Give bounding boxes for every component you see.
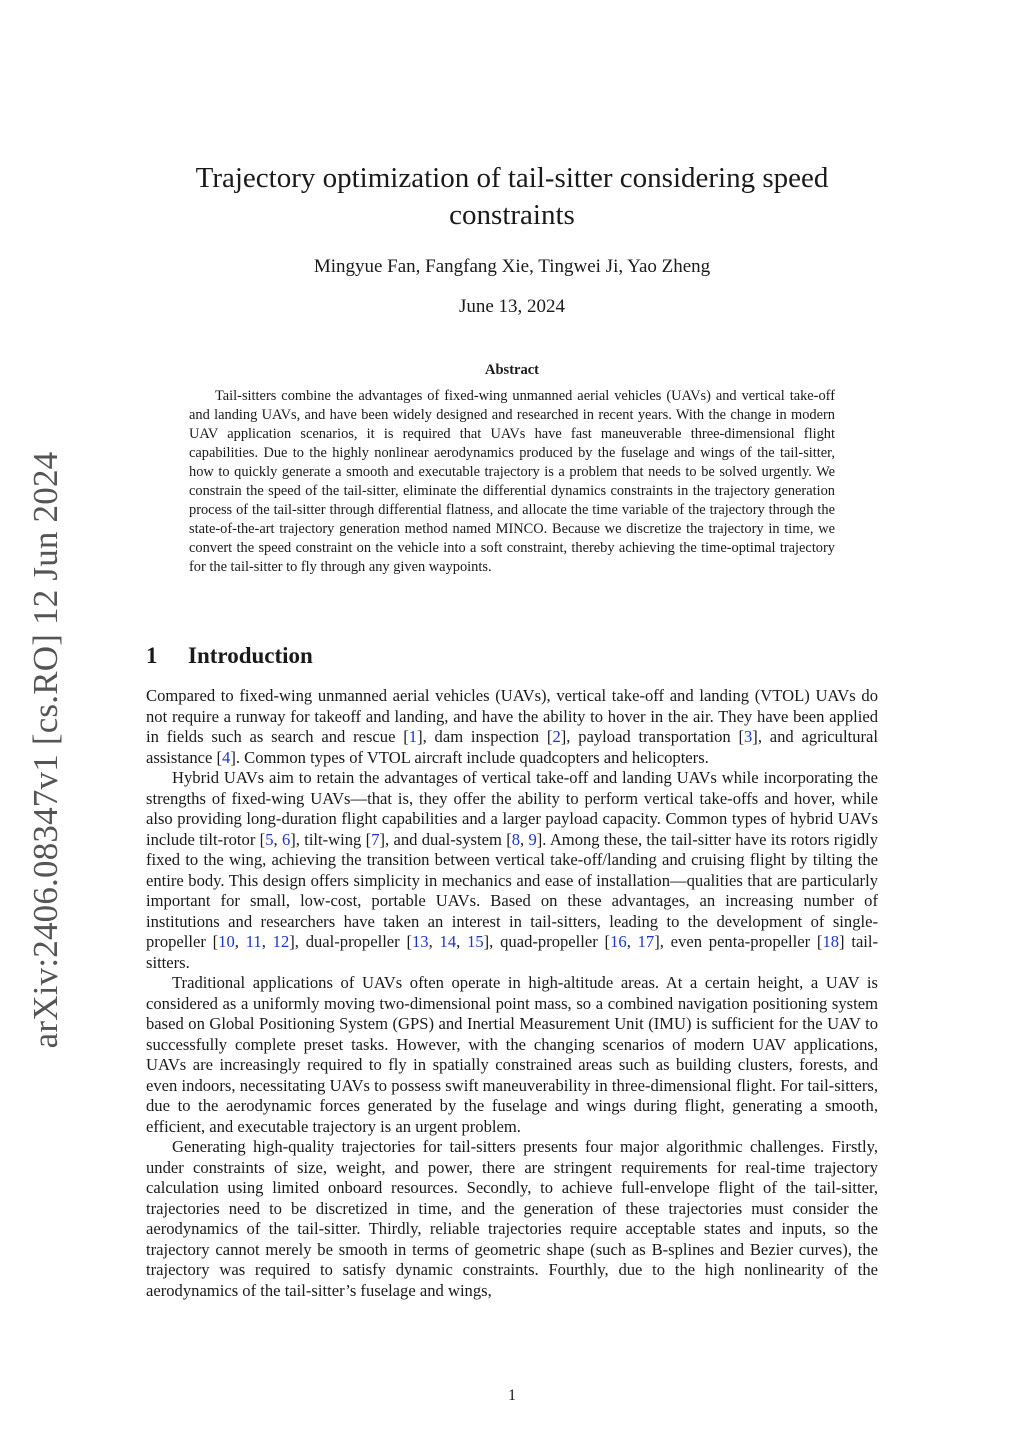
paragraph-text: Traditional applications of UAVs often operate in high-altitude areas. At a certain height, a UAV is considered as a uniformly moving two-dimensional point mass, so a combined navigation positioning system based on Global Positioning System (GPS) and Inertial Measurement Unit (IMU) is sufficient for the UAV to successfully complete preset tasks. However, with the changing scenarios of modern UAV applications, UAVs are increasingly required to fly in spatially constrained areas such as building clusters, forests, and even indoors, necessitating UAVs to possess swift maneuverability in three-dimensional flight. For tail-sitters, due to the aerodynamic forces generated by the fuselage and wings during flight, generating a smooth, efficient, and executable trajectory is an urgent problem.: [146, 973, 878, 1136]
citation-link[interactable]: 18: [822, 932, 840, 951]
intro-paragraph: [146, 973, 878, 1137]
publication-date: June 13, 2024: [458, 296, 566, 317]
paragraph-text: ], tilt-wing [: [290, 829, 372, 849]
arxiv-identifier: arXiv:2406.08347v1 [cs.RO] 12 Jun 2024: [26, 451, 65, 1049]
section-heading-introduction: [146, 643, 313, 669]
paragraph-text: ,: [520, 829, 529, 849]
section-number: 1: [146, 643, 158, 668]
paper-title: Trajectory optimization of tail-sitter considering speed constraints: [195, 162, 829, 231]
author-list: Mingyue Fan, Fangfang Xie, Tingwei Ji, Yao Zheng: [313, 256, 711, 277]
paragraph-text: ]. Among these, the tail-sitter have its rotors rigidly fixed to the wing, achieving the transition between vertical take-off/landing and cruising flight by tilting the entire body. This design offers simplicity in mechanics and ease of installation—qualities that are particularly important for small, low-cost, portable UAVs. Based on these advantages, an increasing number of institutions and researchers have taken an interest in tail-sitters, leading to the development of single-propeller [: [146, 829, 879, 951]
introduction-body: [146, 686, 878, 1301]
paragraph-text: ,: [428, 932, 440, 951]
citation-link[interactable]: 11: [245, 932, 262, 951]
citation-link[interactable]: 1: [408, 727, 418, 746]
citation-link[interactable]: 6: [281, 829, 291, 849]
citation-link[interactable]: 12: [272, 932, 290, 951]
paragraph-text: ] tail-sitters.: [146, 932, 879, 972]
citation-link[interactable]: 4: [222, 747, 231, 767]
citation-link[interactable]: 16: [610, 932, 627, 951]
paragraph-text: ], payload transportation [: [560, 727, 744, 746]
citation-link[interactable]: 7: [371, 829, 380, 849]
intro-paragraph: [146, 686, 878, 768]
paragraph-text: ,: [273, 829, 282, 849]
citation-link[interactable]: 3: [744, 727, 753, 746]
citation-link[interactable]: 13: [412, 932, 429, 951]
paragraph-text: ,: [234, 932, 246, 951]
section-title: Introduction: [188, 643, 313, 668]
abstract-text: Tail-sitters combine the advantages of fixed-wing unmanned aerial vehicles (UAVs) and vertical take-off and landing UAVs, and have been widely designed and researched in recent years. With the change in modern UAV application scenarios, it is required that UAVs have fast maneuverable three-dimensional flight capabilities. Due to the highly nonlinear aerodynamics produced by the fuselage and wings of the tail-sitter, how to quickly generate a smooth and executable trajectory is a problem that needs to be solved urgently. We constrain the speed of the tail-sitter, eliminate the differential dynamics constraints in the trajectory generation process of the tail-sitter through differential flatness, and allocate the time variable of the trajectory through the state-of-the-art trajectory generation method named MINCO. Because we discretize the trajectory in time, we convert the speed constraint on the vehicle into a soft constraint, thereby achieving the time-optimal trajectory for the tail-sitter to fly through any given waypoints.: [189, 388, 835, 575]
paragraph-text: ,: [261, 932, 273, 951]
paragraph-text: ], and dual-system [: [379, 829, 512, 849]
paragraph-text: ], quad-propeller [: [483, 932, 611, 951]
paragraph-text: ], and agricultural assistance [: [146, 727, 878, 767]
citation-link[interactable]: 8: [511, 829, 521, 849]
citation-link[interactable]: 2: [552, 727, 561, 746]
intro-paragraph: [146, 768, 878, 973]
paragraph-text: Compared to fixed-wing unmanned aerial vehicles (UAVs), vertical take-off and landing (VTOL) UAVs do not require a runway for takeoff and landing, and have the ability to hover in the air. They have been applied in fields such as search and rescue [: [146, 686, 878, 746]
paragraph-text: ,: [626, 932, 638, 951]
paragraph-text: ], even penta-propeller [: [654, 932, 823, 951]
citation-link[interactable]: 15: [467, 932, 484, 951]
paragraph-text: ], dual-propeller [: [289, 932, 412, 951]
paragraph-text: Generating high-quality trajectories for tail-sitters presents four major algorithmic challenges. Firstly, under constraints of size, weight, and power, there are stringent requirements for real-time trajectory calculation using limited onboard resources. Secondly, to achieve full-envelope flight of the tail-sitter, trajectories need to be discretized in time, and the generation of these trajectories must consider the aerodynamics of the tail-sitter. Thirdly, reliable trajectories require acceptable states and inputs, so the trajectory cannot merely be smooth in terms of geometric shape (such as B-splines and Bezier curves), the trajectory was required to satisfy dynamic constraints. Fourthly, due to the high nonlinearity of the aerodynamics of the tail-sitter’s fuselage and wings,: [146, 1137, 878, 1300]
citation-link[interactable]: 10: [218, 932, 235, 951]
paragraph-text: ]. Common types of VTOL aircraft include quadcopters and helicopters.: [230, 747, 709, 767]
page-number: 1: [508, 1387, 516, 1404]
intro-paragraph: [146, 1137, 878, 1301]
abstract-heading: Abstract: [485, 362, 539, 378]
citation-link[interactable]: 9: [528, 829, 537, 849]
citation-link[interactable]: 5: [265, 829, 274, 849]
paragraph-text: ,: [456, 932, 468, 951]
citation-link[interactable]: 17: [637, 932, 655, 951]
paragraph-text: ], dam inspection [: [417, 727, 553, 746]
citation-link[interactable]: 14: [439, 932, 457, 951]
paragraph-text: Hybrid UAVs aim to retain the advantages of vertical take-off and landing UAVs while incorporating the strengths of fixed-wing UAVs—that is, they offer the ability to perform vertical take-offs and hover, while also providing long-duration flight capabilities and a larger payload capacity. Common types of hybrid UAVs include tilt-rotor [: [146, 768, 878, 849]
